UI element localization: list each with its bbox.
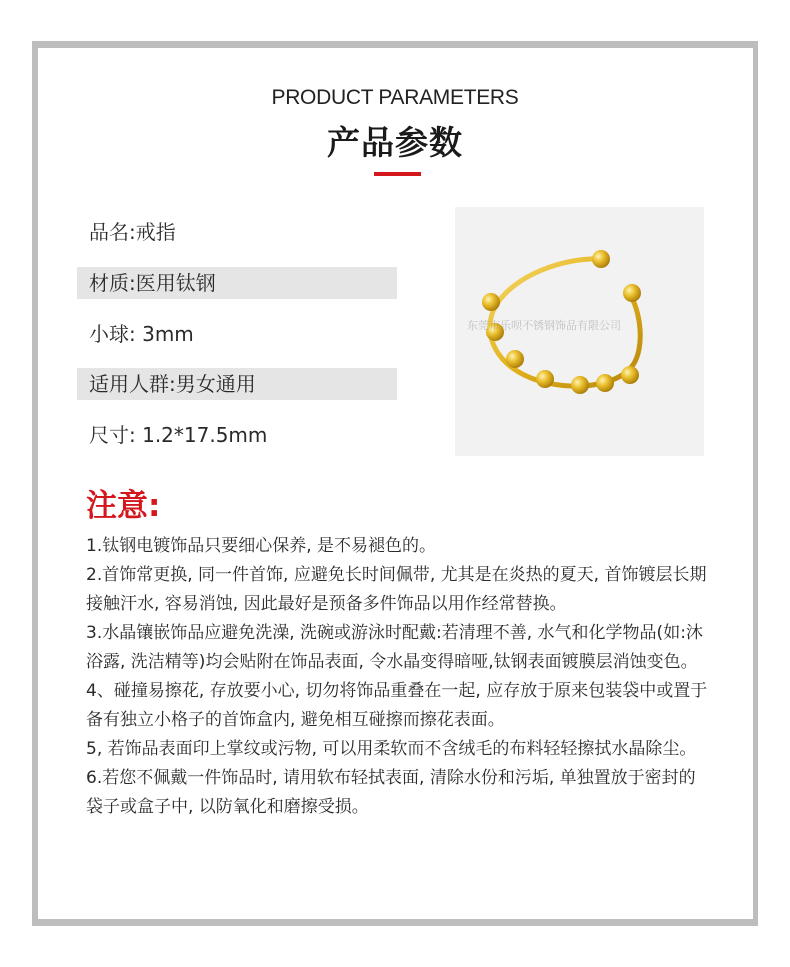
care-note-3: 3.水晶镶嵌饰品应避免洗澡, 洗碗或游泳时配戴:若清理不善, 水气和化学物品(如:沐浴露, 洗洁精等)均会贴附在饰品表面, 令水晶变得暗哑,钛钢表面镀膜层消蚀变色。: [86, 623, 703, 672]
title-english: PRODUCT PARAMETERS: [271, 86, 519, 109]
photo-watermark: 东莞市乐呗不锈钢饰品有限公司: [467, 319, 621, 332]
param-ball-size: 小球: 3mm: [89, 322, 194, 346]
param-dimensions: 尺寸: 1.2*17.5mm: [89, 423, 268, 447]
care-note-6: 6.若您不佩戴一件饰品时, 请用软布轻拭表面, 清除水份和污垢, 单独置放于密封的袋子或盒子中, 以防氧化和磨擦受损。: [86, 768, 696, 817]
param-material: 材质:医用钛钢: [77, 267, 397, 299]
notice-title: 注意:: [86, 488, 161, 524]
param-name: 品名:戒指: [89, 220, 176, 244]
title-underline: [374, 172, 421, 176]
care-note-4: 4、碰撞易擦花, 存放要小心, 切勿将饰品重叠在一起, 应存放于原来包装袋中或置于备有独立小格子的首饰盒内, 避免相互碰擦而擦花表面。: [86, 681, 708, 730]
care-notes: [86, 532, 712, 822]
title-chinese: 产品参数: [327, 123, 463, 162]
care-note-2: 2.首饰常更换, 同一件首饰, 应避免长时间佩带, 尤其是在炎热的夏天, 首饰镀层长期接触汗水, 容易消蚀, 因此最好是预备多件饰品以用作经常替换。: [86, 565, 707, 614]
product-photo: [455, 207, 704, 456]
care-note-1: 1.钛钢电镀饰品只要细心保养, 是不易褪色的。: [86, 536, 437, 556]
param-audience: 适用人群:男女通用: [77, 368, 397, 400]
care-note-5: 5, 若饰品表面印上掌纹或污物, 可以用柔软而不含绒毛的布料轻轻擦拭水晶除尘。: [86, 739, 697, 759]
